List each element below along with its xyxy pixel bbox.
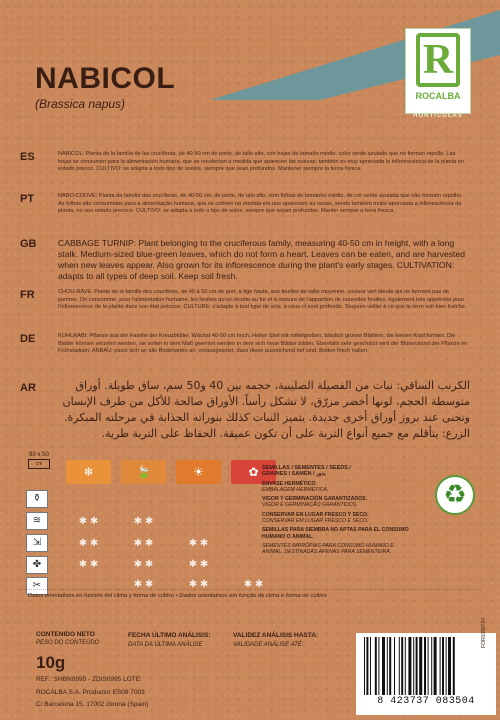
barcode-bar xyxy=(448,637,451,695)
barcode-bar xyxy=(375,637,377,695)
lang-code-de: DE xyxy=(20,333,36,345)
description-ar: الكرنب الساقي: نبات من الفصيلة الصليبية، حجمه بين 40 و50 سم، ساق طويلة. أوراق متوسطة الحجم، لونها أخضر مزرّق، لا تشكل رأساً. الأوراق صالحة للأكل من طرف الإنسان وتجنى عند بروز أوراق أخرى جديدة. يتميز النبات كذلك بنوراته الجذابة في مرحلته المبكرة. الزرع: يتأقلم مع جميع أنواع التربة على أن تكون عميقة. الحفاظ على التربة طرية. xyxy=(62,379,470,440)
calendar-mark: ✱ ✱ xyxy=(78,559,99,570)
orientative-note: Datos orientativos en función del clima y forma de cultivo • Dados orientativos em função de clima e forma de cultivo xyxy=(28,593,327,599)
barcode-bar xyxy=(401,637,403,695)
seed-info-heading: SEMILLAS / SEMENTES / SEEDS / xyxy=(262,465,351,471)
product-title: NABICOL xyxy=(35,62,176,95)
net-weight: 10g xyxy=(36,653,66,672)
calendar-mark: ✱ ✱ xyxy=(188,579,209,590)
rocalba-logo xyxy=(405,28,471,114)
calendar-mark: ✱ ✱ xyxy=(243,579,264,590)
sun-icon: ☀ xyxy=(176,460,221,484)
barcode-bar xyxy=(413,637,414,695)
calendar-mark: ✱ ✱ xyxy=(188,559,209,570)
description-fr: CHOU-RAVE: Plante de la famille des crucifères, de 40 à 50 cm de port, à tige haute, aux feuilles de taille moyenne, couleur vert bleuté qui ne forment pas de pomme. On consomme, pour l'alimentation humaine, les feuilles qu'on récolte au fur et à mesure de l'apparition de nouvelles feuilles; également très appréciée pour l'inflorescence de la plante dans son état précoce. CULTURE: s'adapte à tout type de sols, à ceux-ci sont profonds. Toujours veiller à ce que la terre soit bien fraîche. xyxy=(58,289,467,311)
last-analysis-label: FECHA ÚLTIMO ANÁLISIS: xyxy=(128,632,211,639)
barcode-bar xyxy=(387,637,388,695)
transplant-icon: ⇲ xyxy=(26,534,48,552)
company-address: C/ Barcelona 15, 17002 Girona (Spain) xyxy=(36,701,149,708)
plant-spacing-value: 80 x 50 xyxy=(29,452,49,458)
seed-info-heading-2: GRAINES / SAMEN / بذور xyxy=(262,471,326,478)
calendar-mark: ✱ ✱ xyxy=(188,538,209,549)
barcode-bar xyxy=(378,637,379,695)
seed-info-item: VIGOR Y GERMINACIÓN GARANTIZADOS. VIGOR E GERMINAÇÃO GARANTIDOS. xyxy=(262,496,368,509)
validity-sub: VALIDADE ANÁLISE ATÉ: xyxy=(233,642,304,648)
barcode-bar xyxy=(416,637,418,695)
barcode-bar xyxy=(394,637,395,695)
barcode-bar xyxy=(434,637,437,695)
validity-label: VALIDEZ ANÁLISIS HASTA: xyxy=(233,632,319,639)
plant-spacing xyxy=(28,452,50,469)
calendar-mark: ✱ ✱ xyxy=(78,516,99,527)
seed-pot-icon: ⚱ xyxy=(26,490,48,508)
lang-code-ar: AR xyxy=(20,382,36,394)
fold-line xyxy=(20,589,480,590)
note-pt: Dados orientativos em função de clima e forma de cultivo xyxy=(179,593,327,599)
seed-info xyxy=(262,465,412,556)
harvest-icon: ✂ xyxy=(26,577,48,595)
barcode-bar xyxy=(424,637,426,695)
lang-code-es: ES xyxy=(20,151,35,163)
net-content-sub: PESO DO CONTEÚDO xyxy=(36,640,100,646)
leaf-icon: 🍃 xyxy=(121,460,166,484)
description-gb: CABBAGE TURNIP: Plant belonging to the cruciferous family, measuring 40-50 cm in height, with a long stalk. Medium-sized blue-green leaves, which do not form a heart. Leaves can be eaten, and are harvested when new leaves appear. Also grown for its inflorescence during the plant's early stages. CULTIVATION: adapts to all types of deep soil. Keep soil fresh. xyxy=(58,238,466,281)
barcode-bar xyxy=(453,637,455,695)
calendar-mark: ✱ ✱ xyxy=(133,579,154,590)
seed-tray-icon: ≋ xyxy=(26,512,48,530)
barcode-bar xyxy=(419,637,422,695)
note-es: Datos orientativos en función del clima y forma de cultivo xyxy=(28,593,175,599)
lang-code-pt: PT xyxy=(20,193,35,205)
lang-code-fr: FR xyxy=(20,289,35,301)
barcode-bar xyxy=(408,637,411,695)
plant-spacing-unit: cm xyxy=(28,459,50,469)
logo-subtitle: HORTÍCOLAS xyxy=(413,113,463,119)
barcode-bar xyxy=(364,637,365,695)
logo-name: ROCALBA xyxy=(415,91,461,101)
snowflake-icon: ❄ xyxy=(66,460,111,484)
barcode-bar xyxy=(382,637,385,695)
recycle-icon: ♻ xyxy=(435,475,475,515)
barcode-bar xyxy=(366,637,368,695)
description-es: NABICOL: Planta de la familia de las crucíferas, de 40-50 cm de porte, de tallo alto, con hojas de tamaño medio, color verde azulado que no forman repollo. Las hojas se consumen para la alimentación humana, que se recolectan a medida que aparecen las nuevas; también es muy apreciada la inflorescencia de la planta en estado precoz. CULTIVO: se adapta a todo tipo de suelos, siempre que sean profundos. Mantener siempre la tierra fresca. xyxy=(58,151,465,173)
barcode xyxy=(356,633,496,715)
barcode-bar xyxy=(405,637,406,695)
sprout-icon: ✤ xyxy=(26,556,48,574)
barcode-bar xyxy=(442,637,444,695)
calendar-mark: ✱ ✱ xyxy=(133,538,154,549)
seed-info-item: SEMILLAS PARA SIEMBRA NO APTAS PARA EL CONSUMO HUMANO O ANIMAL. xyxy=(262,527,409,540)
vertical-code: FOR0390724 xyxy=(481,617,487,648)
barcode-bar xyxy=(399,637,400,695)
maple-leaf-icon: ✿ xyxy=(231,460,276,484)
calendar-mark: ✱ ✱ xyxy=(78,538,99,549)
calendar-mark: ✱ ✱ xyxy=(133,516,154,527)
logo-letter: R xyxy=(416,33,460,87)
barcode-bars xyxy=(362,637,488,695)
product-latin-name: (Brassica napus) xyxy=(35,97,126,111)
net-content-label: CONTENIDO NETO xyxy=(36,631,95,638)
barcode-bar xyxy=(370,637,371,695)
barcode-number: 8 423737 083504 xyxy=(377,696,475,707)
company-producer: ROCALBA S.A. Productor ES09 7003 xyxy=(36,689,145,696)
lang-code-gb: GB xyxy=(20,238,37,250)
seed-info-item: SEMENTES IMPRÓPIAS PARA CONSUMO HUMANO E ANIMAL, DESTINADAS APENAS PARA SEMENTEIRA. xyxy=(262,542,394,556)
seed-info-item: ENVASE HERMÉTICO. EMBALAGEM HERMÉTICA. xyxy=(262,480,329,493)
barcode-bar xyxy=(428,637,429,695)
barcode-bar xyxy=(446,637,447,695)
description-pt: NABO-COUVE: Planta da família das crucíferas, de 40-50 cm, de porte, de talo alto, com folhas de tamanho médio, de cor verde azulada que não formam repolho. As folhas são consumidas para a alimentação humana, que se colhem na medida em que aparecem as novas, sendo também muito apreciada a inflorescência da planta, no seu estado precoce. CULTIVO: se adapta a todo o tipo de solos, sempre que sejam profundos. Manter sempre a terra fresca. xyxy=(58,193,463,215)
barcode-bar xyxy=(440,637,441,695)
calendar-mark: ✱ ✱ xyxy=(133,559,154,570)
reference-lot: REF.: SHBN0995 - ZDIS0995 LOTE: xyxy=(36,676,142,683)
seed-info-item: CONSERVAR EN LUGAR FRESCO Y SECO. CONSERVAR EM LUGAR FRESCO E SECO. xyxy=(262,511,369,525)
last-analysis-sub: DATA DA ÚLTIMA ANÁLISE xyxy=(128,642,203,648)
barcode-bar xyxy=(431,637,432,695)
description-de: KOHLRABI: Pflanze aus der Familie der Kreuzblütler. Wächst 40-50 cm hoch. Hoher Stiel mit mittelgroßen, bläulich grünen Blättern, die keinen Kopf formen. Die Blätter können verzehrt werden, sie sollen in dem Maß geerntet werden in dem sich neue Blätter bilden. Ebenfalls sehr geschätzt wird der Blütenstand der Pflanze im Frühstadium. ANBAU: passt sich an alle Bodenarten an, vorausgesetzt, dass diese ausreichend tief sind. Boden frisch halten. xyxy=(58,333,468,355)
barcode-bar xyxy=(389,637,391,695)
